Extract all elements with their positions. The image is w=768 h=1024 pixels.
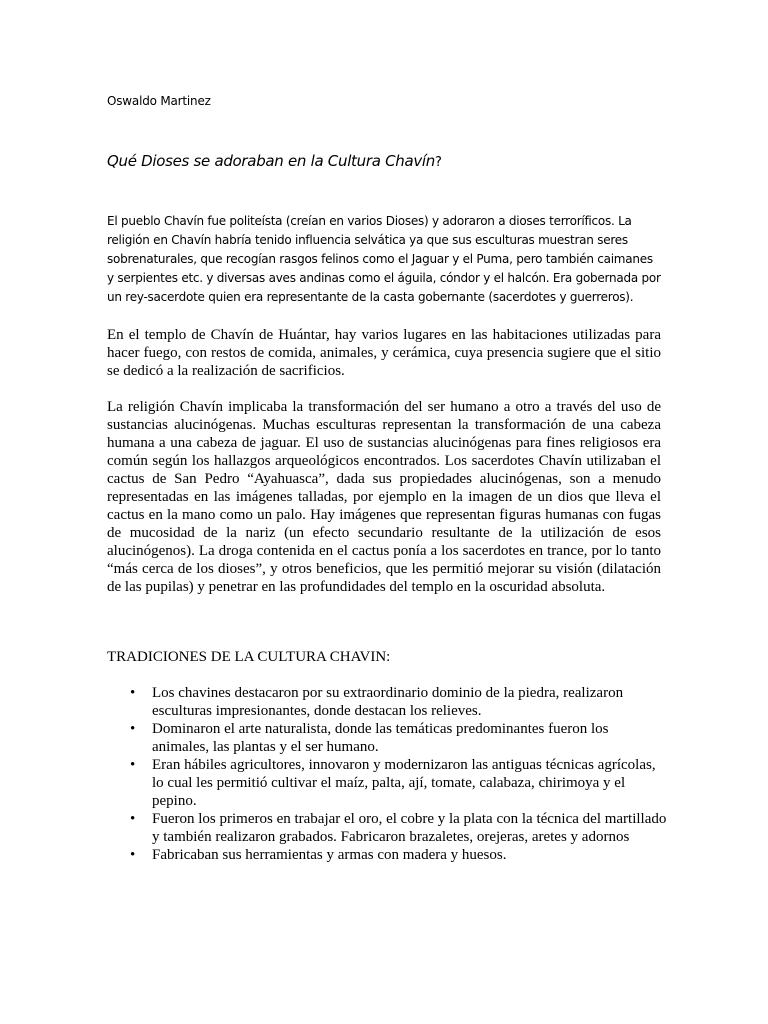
list-item: [107, 810, 667, 846]
temple-paragraph: En el templo de Chavín de Huántar, hay varios lugares en las habitaciones utilizadas para hacer fuego, con restos de comida, animales, y cerámica, cuya presencia sugiere que el sitio se dedicó a la realización de sacrificios.: [107, 327, 661, 379]
document-title: [107, 150, 442, 174]
traditions-list: [107, 684, 667, 864]
list-item: [107, 756, 667, 810]
bullet-icon: •: [130, 721, 136, 737]
list-item-text: Fueron los primeros en trabajar el oro, el cobre y la plata con la técnica del martillado y también realizaron grabados. Fabricaron brazaletes, orejeras, aretes y adornos: [152, 811, 667, 845]
bullet-icon: •: [130, 757, 136, 773]
list-item-text: Eran hábiles agricultores, innovaron y modernizaron las antiguas técnicas agrícolas, lo cual les permitió cultivar el maíz, palta, ají, tomate, calabaza, chirimoya y el pepino.: [152, 757, 656, 809]
title-text: Qué Dioses se adoraban en la Cultura Chavín: [107, 152, 435, 170]
list-item-text: Fabricaban sus herramientas y armas con madera y huesos.: [152, 847, 507, 863]
list-item-text: Dominaron el arte naturalista, donde las temáticas predominantes fueron los animales, las plantas y el ser humano.: [152, 721, 609, 755]
section-heading: TRADICIONES DE LA CULTURA CHAVIN:: [107, 649, 391, 665]
list-item-text: Los chavines destacaron por su extraordinario dominio de la piedra, realizaron esculturas impresionantes, donde destacan los relieves.: [152, 685, 624, 719]
list-item: [107, 684, 667, 720]
title-question-mark: ?: [435, 155, 442, 170]
religion-paragraph: La religión Chavín implicaba la transformación del ser humano a otro a través del uso de sustancias alucinógenas. Muchas esculturas representan la transformación de una cabeza humana a una cabeza de jaguar. El uso de sustancias alucinógenas para fines religiosos era común según los hallazgos arqueológicos encontrados. Los sacerdotes Chavín utilizaban el cactus de San Pedro “Ayahuasca”, dada sus propiedades alucinógenas, son a menudo representadas en las imágenes talladas, por ejemplo en la imagen de un dios que lleva el cactus en la mano como un palo. Hay imágenes que representan figuras humanas con fugas de mucosidad de la nariz (un efecto secundario resultante de la utilización de esos alucinógenos). La droga contenida en el cactus ponía a los sacerdotes en trance, por lo tanto “más cerca de los dioses”, y otros beneficios, que les permitió mejorar su visión (dilatación de las pupilas) y penetrar en las profundidades del templo en la oscuridad absoluta.: [107, 399, 661, 595]
author-name: Oswaldo Martinez: [107, 94, 211, 108]
bullet-icon: •: [130, 847, 136, 863]
bullet-icon: •: [130, 685, 136, 701]
intro-paragraph: El pueblo Chavín fue politeísta (creían en varios Dioses) y adoraron a dioses terroríficos. La religión en Chavín habría tenido influencia selvática ya que sus esculturas muestran seres sobrenaturales, que recogían rasgos felinos como el Jaguar y el Puma, pero también caimanes y serpientes etc. y diversas aves andinas como el águila, cóndor y el halcón. Era gobernada por un rey-sacerdote quien era representante de la casta gobernante (sacerdotes y guerreros).: [107, 214, 661, 304]
list-item: [107, 846, 667, 864]
list-item: [107, 720, 667, 756]
bullet-icon: •: [130, 811, 136, 827]
